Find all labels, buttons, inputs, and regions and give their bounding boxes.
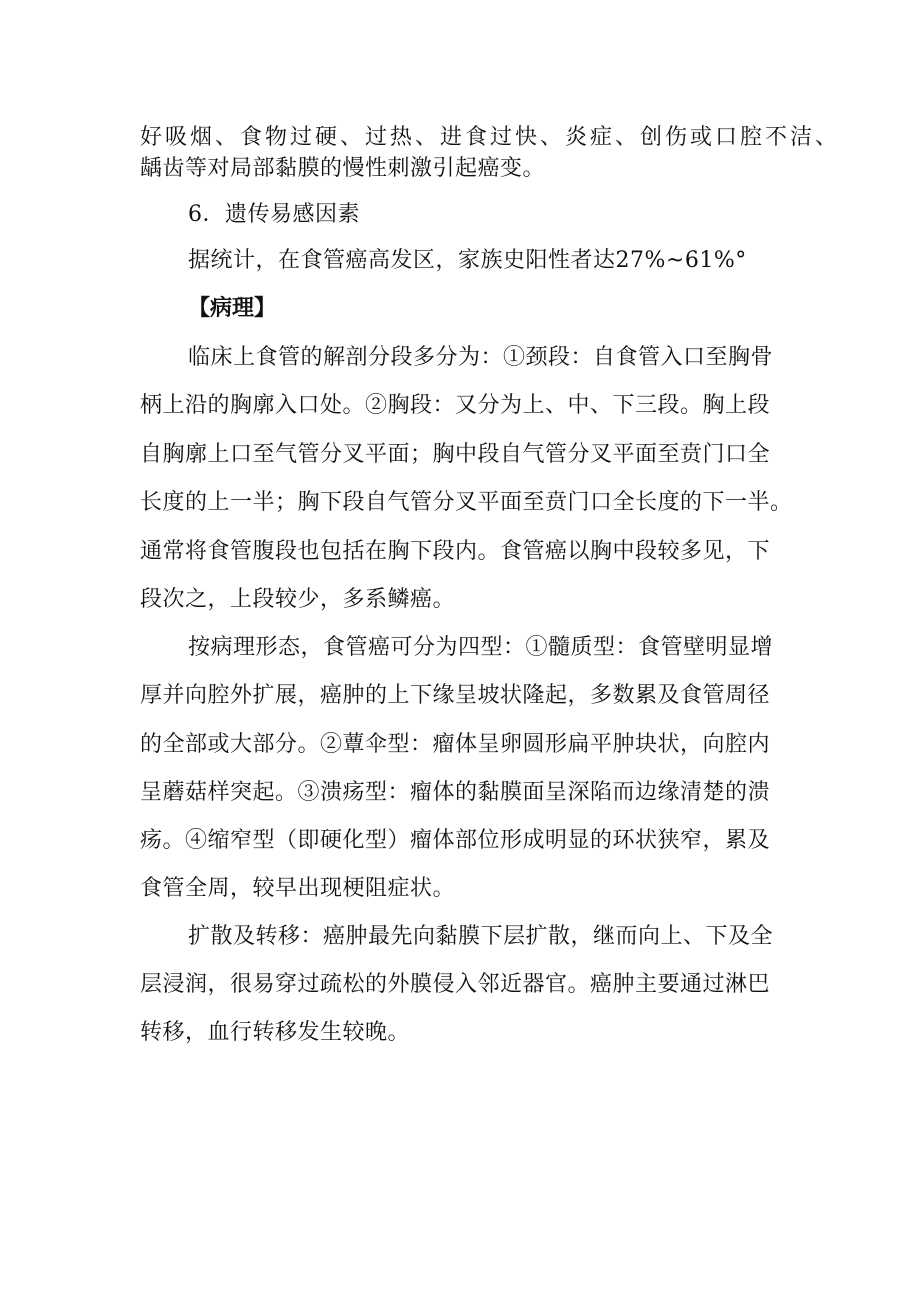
morphology-line-5: 疡。④缩窄型（即硬化型）瘤体部位形成明显的环状狭窄，累及: [140, 828, 771, 853]
spread-line-1: 扩散及转移：癌肿最先向黏膜下层扩散，继而向上、下及全: [188, 924, 774, 949]
spread-line-2: 层浸润，很易穿过疏松的外膜侵入邻近器官。癌肿主要通过淋巴: [140, 972, 771, 997]
anatomy-line-6: 段次之，上段较少，多系鳞癌。: [140, 587, 456, 612]
morphology-line-4: 呈蘑菇样突起。③溃疡型：瘤体的黏膜面呈深陷而边缘清楚的溃: [140, 780, 771, 805]
anatomy-line-3: 自胸廓上口至气管分叉平面；胸中段自气管分叉平面至贲门口全: [140, 442, 771, 467]
morphology-line-6: 食管全周，较早出现梗阻症状。: [140, 876, 456, 901]
intro-line-1: 好吸烟、食物过硬、过热、进食过快、炎症、创伤或口腔不洁、: [140, 125, 841, 150]
anatomy-line-1: 临床上食管的解剖分段多分为：①颈段：自食管入口至胸骨: [188, 345, 774, 370]
intro-line-2: 龋齿等对局部黏膜的慢性刺激引起癌变。: [140, 156, 546, 181]
item6-title: 6．遗传易感因素: [188, 202, 360, 227]
item6-line-1: 据统计，在食管癌高发区，家族史阳性者达27%~61%°: [188, 248, 747, 273]
spread-line-3: 转移，血行转移发生较晚。: [140, 1020, 411, 1045]
anatomy-line-4: 长度的上一半；胸下段自气管分叉平面至贲门口全长度的下一半。: [140, 490, 793, 515]
anatomy-line-2: 柄上沿的胸廓入口处。②胸段：又分为上、中、下三段。胸上段: [140, 393, 771, 418]
section-heading-pathology: 【病理】: [188, 296, 277, 321]
anatomy-line-5: 通常将食管腹段也包括在胸下段内。食管癌以胸中段较多见，下: [140, 539, 771, 564]
morphology-line-1: 按病理形态，食管癌可分为四型：①髓质型：食管壁明显增: [188, 635, 774, 660]
morphology-line-3: 的全部或大部分。②蕈伞型：瘤体呈卵圆形扁平肿块状，向腔内: [140, 732, 771, 757]
morphology-line-2: 厚并向腔外扩展，癌肿的上下缘呈坡状隆起，多数累及食管周径: [140, 683, 771, 708]
